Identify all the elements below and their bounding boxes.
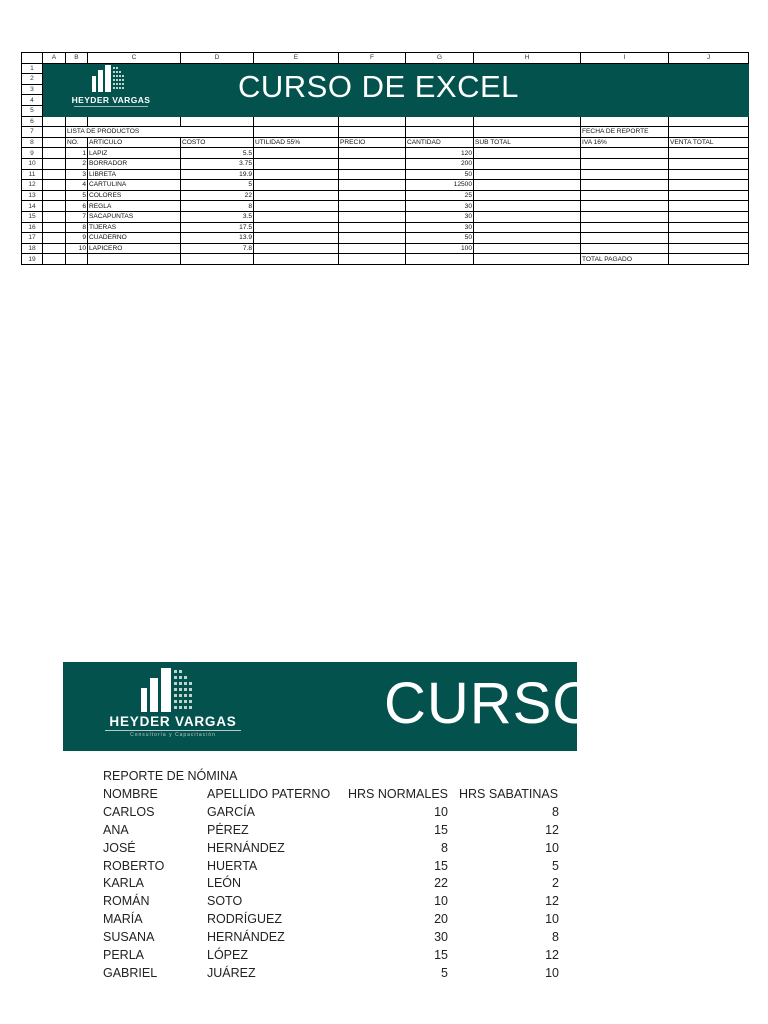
utility-cell[interactable] <box>254 243 339 254</box>
row-number[interactable]: 18 <box>22 243 43 254</box>
payroll-row <box>103 840 579 858</box>
quantity-cell[interactable]: 30 <box>406 222 474 233</box>
table-row <box>22 201 749 212</box>
payroll-header-row <box>103 786 579 804</box>
employee-surname: HERNÁNDEZ <box>207 840 285 855</box>
company-logo <box>99 662 247 746</box>
normal-hours: 8 <box>441 840 448 855</box>
column-header[interactable]: G <box>406 53 474 64</box>
row-number[interactable]: 3 <box>22 84 43 95</box>
saturday-hours: 12 <box>545 894 559 909</box>
row-number[interactable]: 17 <box>22 233 43 244</box>
price-cell[interactable] <box>339 190 406 201</box>
employee-surname: JUÁREZ <box>207 965 256 980</box>
saturday-hours: 5 <box>552 858 559 873</box>
product-name-cell[interactable]: CUADERNO <box>88 233 181 244</box>
saturday-hours: 10 <box>545 965 559 980</box>
product-number-cell[interactable]: 10 <box>66 243 88 254</box>
employee-name: ANA <box>103 822 129 837</box>
row-number[interactable]: 10 <box>22 158 43 169</box>
utility-cell[interactable] <box>254 222 339 233</box>
column-header[interactable]: F <box>339 53 406 64</box>
header-cell[interactable]: NO. <box>66 137 88 148</box>
subtotal-cell[interactable] <box>474 158 581 169</box>
row-number[interactable]: 9 <box>22 148 43 159</box>
iva-cell[interactable] <box>581 222 669 233</box>
total-sale-cell[interactable] <box>669 148 749 159</box>
iva-cell[interactable] <box>581 211 669 222</box>
cost-cell[interactable]: 7.8 <box>181 243 254 254</box>
product-number-cell[interactable]: 4 <box>66 180 88 191</box>
column-header-row <box>22 53 749 64</box>
iva-cell[interactable] <box>581 158 669 169</box>
cost-cell[interactable]: 3.5 <box>181 211 254 222</box>
employee-name: CARLOS <box>103 804 155 819</box>
header-cell[interactable]: ARTICULO <box>88 137 181 148</box>
normal-hours: 20 <box>434 912 448 927</box>
product-name-cell[interactable]: LAPIZ <box>88 148 181 159</box>
row-number[interactable]: 14 <box>22 201 43 212</box>
table-row <box>22 180 749 191</box>
total-sale-cell[interactable] <box>669 190 749 201</box>
price-cell[interactable] <box>339 233 406 244</box>
iva-cell[interactable] <box>581 190 669 201</box>
table-row <box>22 233 749 244</box>
total-paid-label-cell[interactable]: TOTAL PAGADO <box>581 254 669 265</box>
normal-hours: 22 <box>434 876 448 891</box>
employee-surname: PÉREZ <box>207 822 249 837</box>
product-name-cell[interactable]: LIBRETA <box>88 169 181 180</box>
table-row <box>22 148 749 159</box>
quantity-cell[interactable]: 120 <box>406 148 474 159</box>
quantity-cell[interactable]: 30 <box>406 211 474 222</box>
row-number[interactable]: 13 <box>22 190 43 201</box>
table-row <box>22 158 749 169</box>
logo-text: HEYDER VARGAS <box>109 714 237 729</box>
utility-cell[interactable] <box>254 158 339 169</box>
saturday-hours: 10 <box>545 912 559 927</box>
header-cell[interactable]: CANTIDAD <box>406 137 474 148</box>
row-number[interactable]: 16 <box>22 222 43 233</box>
table-row <box>22 190 749 201</box>
employee-name: KARLA <box>103 876 144 891</box>
row-number[interactable]: 15 <box>22 211 43 222</box>
header-cell[interactable]: COSTO <box>181 137 254 148</box>
product-number-cell[interactable]: 7 <box>66 211 88 222</box>
product-name-cell[interactable]: LAPICERO <box>88 243 181 254</box>
column-header[interactable]: C <box>88 53 181 64</box>
subtotal-cell[interactable] <box>474 180 581 191</box>
quantity-cell[interactable]: 200 <box>406 158 474 169</box>
utility-cell[interactable] <box>254 211 339 222</box>
payroll-table <box>103 767 579 983</box>
subtotal-cell[interactable] <box>474 169 581 180</box>
banner-title: CURSO DE EXCEL <box>238 69 519 104</box>
iva-cell[interactable] <box>581 180 669 191</box>
cost-cell[interactable]: 17.5 <box>181 222 254 233</box>
subtotal-cell[interactable] <box>474 243 581 254</box>
row-number[interactable]: 6 <box>22 116 43 127</box>
utility-cell[interactable] <box>254 233 339 244</box>
payroll-row <box>103 804 579 822</box>
cost-cell[interactable]: 13.9 <box>181 233 254 244</box>
product-number-cell[interactable]: 5 <box>66 190 88 201</box>
employee-surname: HERNÁNDEZ <box>207 930 285 945</box>
employee-name: PERLA <box>103 948 144 963</box>
quantity-cell[interactable]: 100 <box>406 243 474 254</box>
saturday-hours: 8 <box>552 930 559 945</box>
quantity-cell[interactable]: 50 <box>406 233 474 244</box>
report-date-label-cell[interactable]: FECHA DE REPORTE <box>581 127 669 138</box>
subtotal-cell[interactable] <box>474 148 581 159</box>
subtotal-cell[interactable] <box>474 201 581 212</box>
table-row <box>22 243 749 254</box>
price-cell[interactable] <box>339 211 406 222</box>
employee-name: ROBERTO <box>103 858 165 873</box>
price-cell[interactable] <box>339 243 406 254</box>
buildings-icon <box>99 662 247 714</box>
payroll-row <box>103 875 579 893</box>
employee-name: JOSÉ <box>103 840 136 855</box>
price-cell[interactable] <box>339 148 406 159</box>
product-number-cell[interactable]: 1 <box>66 148 88 159</box>
column-header[interactable]: D <box>181 53 254 64</box>
list-label-cell[interactable]: LISTA DE PRODUCTOS <box>66 127 181 138</box>
logo-text: HEYDER VARGAS <box>71 95 151 105</box>
saturday-hours: 8 <box>552 804 559 819</box>
total-sale-cell[interactable] <box>669 233 749 244</box>
row-number[interactable]: 19 <box>22 254 43 265</box>
product-name-cell[interactable]: SACAPUNTAS <box>88 211 181 222</box>
subtotal-cell[interactable] <box>474 211 581 222</box>
total-sale-cell[interactable] <box>669 169 749 180</box>
row-number[interactable]: 1 <box>22 63 43 74</box>
product-name-cell[interactable]: BORRADOR <box>88 158 181 169</box>
product-name-cell[interactable]: TIJERAS <box>88 222 181 233</box>
header-cell[interactable]: SUB TOTAL <box>474 137 581 148</box>
row-number[interactable]: 11 <box>22 169 43 180</box>
payroll-banner <box>63 662 599 751</box>
employee-name: GABRIEL <box>103 965 158 980</box>
header-cell: APELLIDO PATERNO <box>207 787 331 801</box>
column-header[interactable]: I <box>581 53 669 64</box>
employee-surname: SOTO <box>207 894 243 909</box>
total-sale-cell[interactable] <box>669 180 749 191</box>
column-header[interactable]: B <box>66 53 88 64</box>
row-number[interactable]: 7 <box>22 127 43 138</box>
iva-cell[interactable] <box>581 148 669 159</box>
product-name-cell[interactable]: REGLA <box>88 201 181 212</box>
payroll-row <box>103 858 579 876</box>
price-cell[interactable] <box>339 201 406 212</box>
payroll-caption: REPORTE DE NÓMINA <box>103 769 238 783</box>
total-sale-cell[interactable] <box>669 222 749 233</box>
header-row <box>22 137 749 148</box>
total-sale-cell[interactable] <box>669 211 749 222</box>
header-cell: HRS SABATINAS <box>459 787 559 801</box>
cost-cell[interactable]: 22 <box>181 190 254 201</box>
payroll-row <box>103 929 579 947</box>
employee-surname: HUERTA <box>207 858 258 873</box>
subtotal-cell[interactable] <box>474 233 581 244</box>
product-number-cell[interactable]: 3 <box>66 169 88 180</box>
price-cell[interactable] <box>339 169 406 180</box>
saturday-hours: 10 <box>545 840 559 855</box>
payroll-row <box>103 893 579 911</box>
employee-surname: GARCÍA <box>207 804 255 819</box>
utility-cell[interactable] <box>254 201 339 212</box>
price-cell[interactable] <box>339 222 406 233</box>
saturday-hours: 12 <box>545 948 559 963</box>
price-cell[interactable] <box>339 158 406 169</box>
product-name-cell[interactable]: CARTULINA <box>88 180 181 191</box>
payroll-row <box>103 911 579 929</box>
product-number-cell[interactable]: 8 <box>66 222 88 233</box>
logo-tagline: Consultoría y Capacitación <box>130 732 216 738</box>
row-number[interactable]: 12 <box>22 180 43 191</box>
total-sale-cell[interactable] <box>669 201 749 212</box>
banner-title: CURSO <box>384 671 599 736</box>
header-cell: HRS NORMALES <box>348 787 449 801</box>
cost-cell[interactable]: 5 <box>181 180 254 191</box>
normal-hours: 30 <box>434 930 448 945</box>
product-number-cell[interactable]: 6 <box>66 201 88 212</box>
iva-cell[interactable] <box>581 243 669 254</box>
product-number-cell[interactable]: 2 <box>66 158 88 169</box>
utility-cell[interactable] <box>254 190 339 201</box>
quantity-cell[interactable]: 30 <box>406 201 474 212</box>
column-header[interactable]: H <box>474 53 581 64</box>
subtotal-cell[interactable] <box>474 190 581 201</box>
header-cell[interactable]: PRECIO <box>339 137 406 148</box>
payroll-row <box>103 822 579 840</box>
employee-name: ROMÁN <box>103 894 150 909</box>
total-sale-cell[interactable] <box>669 243 749 254</box>
normal-hours: 15 <box>434 822 448 837</box>
utility-cell[interactable] <box>254 180 339 191</box>
employee-surname: LEÓN <box>207 876 242 891</box>
employee-name: MARÍA <box>103 912 143 927</box>
header-cell[interactable]: UTILIDAD 55% <box>254 137 339 148</box>
header-cell[interactable]: VENTA TOTAL <box>669 137 749 148</box>
logo-divider <box>105 730 241 731</box>
table-row <box>22 211 749 222</box>
iva-cell[interactable] <box>581 201 669 212</box>
subtotal-cell[interactable] <box>474 222 581 233</box>
utility-cell[interactable] <box>254 148 339 159</box>
product-number-cell[interactable]: 9 <box>66 233 88 244</box>
normal-hours: 5 <box>441 965 448 980</box>
row-number[interactable]: 4 <box>22 95 43 106</box>
quantity-cell[interactable]: 25 <box>406 190 474 201</box>
cost-cell[interactable]: 19.9 <box>181 169 254 180</box>
normal-hours: 15 <box>434 948 448 963</box>
normal-hours: 10 <box>434 894 448 909</box>
saturday-hours: 12 <box>545 822 559 837</box>
utility-cell[interactable] <box>254 169 339 180</box>
table-row <box>22 169 749 180</box>
iva-cell[interactable] <box>581 169 669 180</box>
table-row <box>22 222 749 233</box>
saturday-hours: 2 <box>552 876 559 891</box>
corner-cell[interactable] <box>22 53 43 64</box>
employee-surname: RODRÍGUEZ <box>207 912 282 927</box>
row-number[interactable]: 2 <box>22 74 43 85</box>
iva-cell[interactable] <box>581 233 669 244</box>
product-name-cell[interactable]: COLORES <box>88 190 181 201</box>
quantity-cell[interactable]: 50 <box>406 169 474 180</box>
header-cell: NOMBRE <box>103 787 158 801</box>
normal-hours: 10 <box>434 804 448 819</box>
column-header[interactable]: E <box>254 53 339 64</box>
payroll-row <box>103 965 579 983</box>
row-number[interactable]: 8 <box>22 137 43 148</box>
cost-cell[interactable]: 5.5 <box>181 148 254 159</box>
total-sale-cell[interactable] <box>669 158 749 169</box>
cost-cell[interactable]: 3.75 <box>181 158 254 169</box>
row-number[interactable]: 5 <box>22 105 43 116</box>
employee-surname: LÓPEZ <box>207 948 248 963</box>
column-header[interactable]: A <box>43 53 66 64</box>
quantity-cell[interactable]: 12500 <box>406 180 474 191</box>
payroll-row <box>103 947 579 965</box>
price-cell[interactable] <box>339 180 406 191</box>
spreadsheet-grid[interactable] <box>21 52 749 265</box>
cost-cell[interactable]: 8 <box>181 201 254 212</box>
employee-name: SUSANA <box>103 930 155 945</box>
normal-hours: 15 <box>434 858 448 873</box>
column-header[interactable]: J <box>669 53 749 64</box>
header-cell[interactable]: IVA 16% <box>581 137 669 148</box>
